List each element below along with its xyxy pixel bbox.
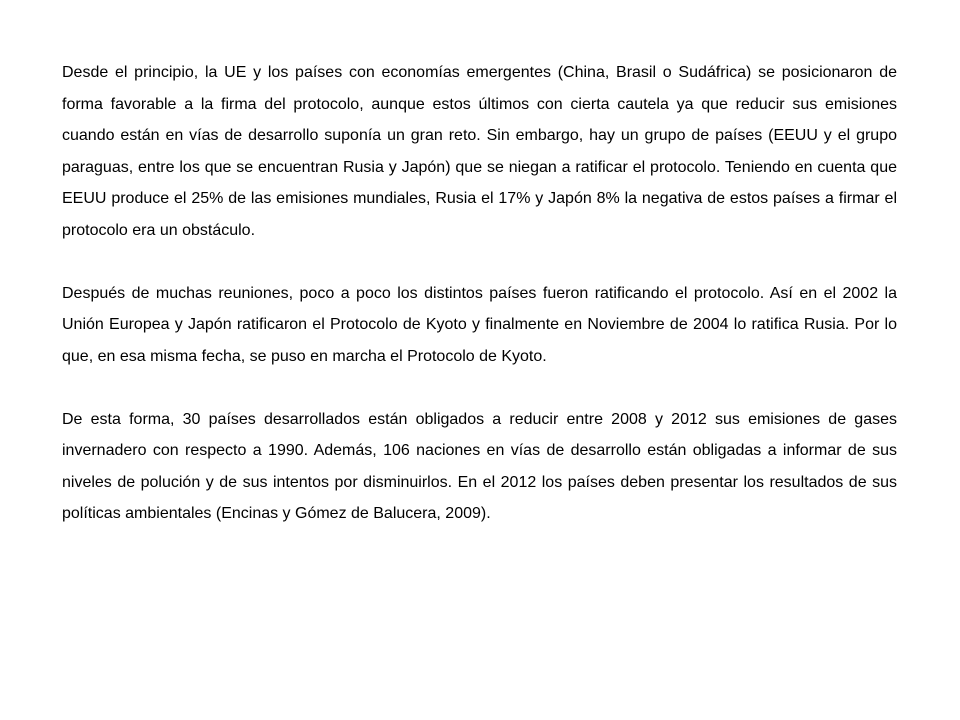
paragraph-kyoto-positions: Desde el principio, la UE y los países con economías emergentes (China, Brasil o Sudáfrica) se posicionaron de forma favorable a la firma del protocolo, aunque estos últimos con cierta cautela ya que reducir sus emisiones cuando están en vías de desarrollo suponía un gran reto. Sin embargo, hay un grupo de países (EEUU y el grupo paraguas, entre los que se encuentran Rusia y Japón) que se niegan a ratificar el protocolo. Teniendo en cuenta que EEUU produce el 25% de las emisiones mundiales, Rusia el 17% y Japón 8% la negativa de estos países a firmar el protocolo era un obstáculo. [62, 64, 897, 239]
paragraph-ratification: Después de muchas reuniones, poco a poco los distintos países fueron ratificando el protocolo. Así en el 2002 la Unión Europea y Japón ratificaron el Protocolo de Kyoto y finalmente en Noviembre de 2004 lo ratifica Rusia. Por lo que, en esa misma fecha, se puso en marcha el Protocolo de Kyoto. [62, 284, 897, 365]
paragraph-obligations: De esta forma, 30 países desarrollados están obligados a reducir entre 2008 y 2012 sus emisiones de gases invernadero con respecto a 1990. Además, 106 naciones en vías de desarrollo están obligadas a informar de sus niveles de polución y de sus intentos por disminuirlos. En el 2012 los países deben presentar los resultados de sus políticas ambientales (Encinas y Gómez de Balucera, 2009). [62, 410, 897, 522]
document-body [62, 57, 897, 561]
